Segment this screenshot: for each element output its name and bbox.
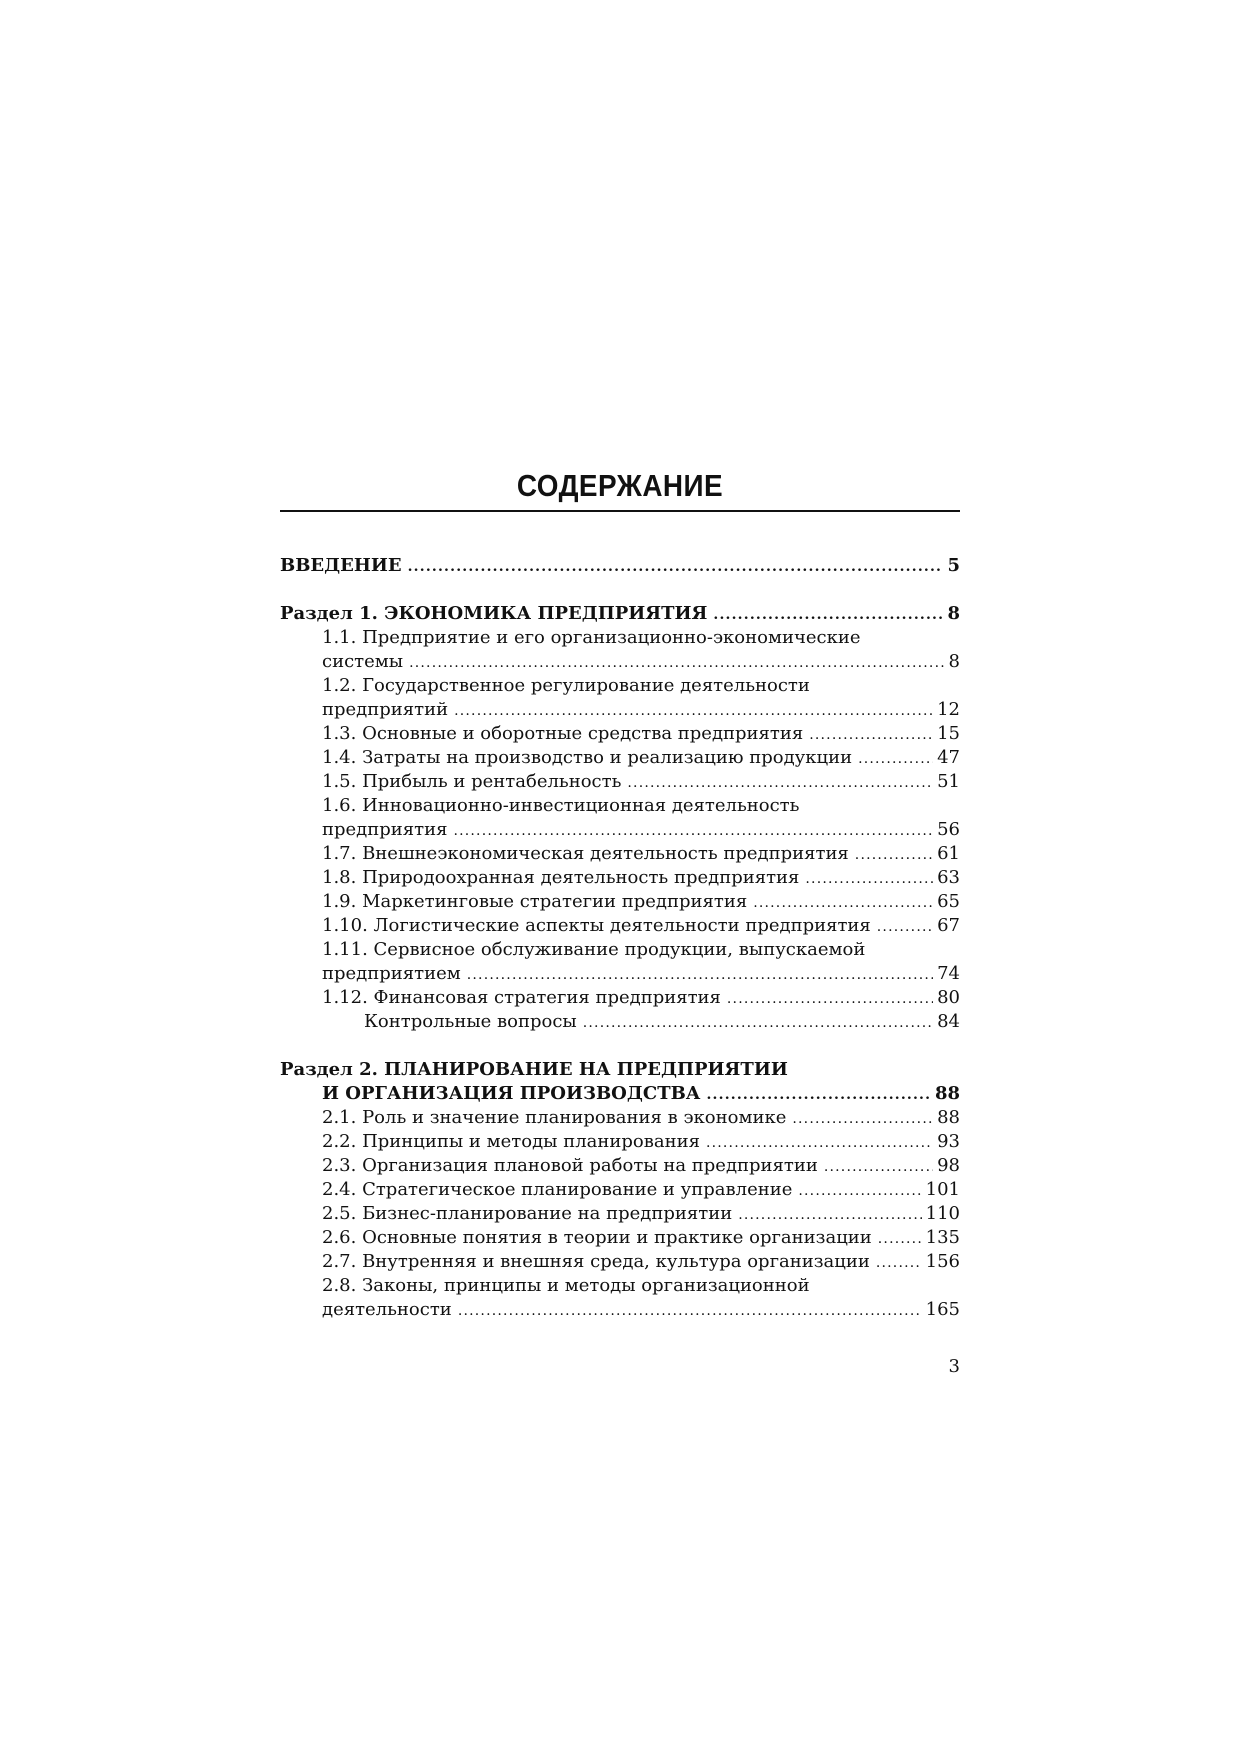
dot-leader	[824, 1155, 933, 1179]
dot-leader	[453, 819, 933, 843]
toc-entry-label: 1.2. Государственное регулирование деятельности	[322, 675, 810, 696]
toc-entry-page: 156	[925, 1251, 960, 1272]
toc-entry-1-4[interactable]	[280, 746, 960, 770]
toc-entry-label: 2.5. Бизнес-планирование на предприятии	[322, 1203, 733, 1224]
toc-entry-label: 2.8. Законы, принципы и методы организационной	[322, 1275, 810, 1296]
toc-entry-1-9[interactable]	[280, 890, 960, 914]
toc-entry-page: 110	[925, 1203, 960, 1224]
toc-entry-page: 80	[937, 987, 960, 1008]
toc-entry-1-8[interactable]	[280, 866, 960, 890]
toc-entry-page: 63	[937, 867, 960, 888]
toc-entry-1-7[interactable]	[280, 842, 960, 866]
toc-entry-label: 2.2. Принципы и методы планирования	[322, 1131, 700, 1152]
toc-entry-label: 1.8. Природоохранная деятельность предприятия	[322, 867, 800, 888]
toc-entry-2-6[interactable]	[280, 1226, 960, 1250]
toc-entry-1-11-cont[interactable]	[280, 962, 960, 986]
dot-leader	[792, 1107, 933, 1131]
dot-leader	[753, 891, 933, 915]
toc-entry-1-6-cont[interactable]	[280, 818, 960, 842]
toc-entry-1-6[interactable]	[280, 794, 960, 818]
dot-leader	[878, 1227, 922, 1251]
toc-entry-page: 67	[937, 915, 960, 936]
toc-entry-label: 2.6. Основные понятия в теории и практике организации	[322, 1227, 872, 1248]
toc-entry-page: 88	[934, 1083, 960, 1104]
dot-leader	[738, 1203, 921, 1227]
dot-leader	[858, 747, 933, 771]
toc-entry-1-11[interactable]	[280, 938, 960, 962]
dot-leader	[706, 1131, 933, 1155]
dot-leader	[727, 987, 933, 1011]
toc-entry-1-12[interactable]	[280, 986, 960, 1010]
toc-entry-label: системы	[322, 651, 404, 672]
toc-entry-2-1[interactable]	[280, 1106, 960, 1130]
toc-section-label: И ОРГАНИЗАЦИЯ ПРОИЗВОДСТВА	[322, 1083, 701, 1104]
table-of-contents	[280, 554, 960, 1322]
dot-leader	[855, 843, 933, 867]
toc-entry-page: 61	[937, 843, 960, 864]
toc-entry-page: 84	[937, 1011, 960, 1032]
toc-entry-2-7[interactable]	[280, 1250, 960, 1274]
toc-entry-label: 1.7. Внешнеэкономическая деятельность предприятия	[322, 843, 849, 864]
toc-entry-2-8-cont[interactable]	[280, 1298, 960, 1322]
toc-entry-1-1-cont[interactable]	[280, 650, 960, 674]
toc-entry-page: 5	[947, 555, 960, 576]
toc-entry-page: 101	[925, 1179, 960, 1200]
toc-entry-label: ВВЕДЕНИЕ	[280, 555, 402, 576]
toc-entry-control-questions[interactable]	[280, 1010, 960, 1034]
toc-entry-label: 2.3. Организация плановой работы на предприятии	[322, 1155, 818, 1176]
toc-entry-page: 8	[948, 651, 960, 672]
toc-entry-page: 98	[937, 1155, 960, 1176]
dot-leader	[713, 603, 943, 627]
toc-entry-page: 12	[937, 699, 960, 720]
toc-entry-page: 47	[937, 747, 960, 768]
toc-entry-1-3[interactable]	[280, 722, 960, 746]
toc-entry-label: Контрольные вопросы	[364, 1011, 577, 1032]
toc-entry-1-1[interactable]	[280, 626, 960, 650]
toc-section-2[interactable]	[280, 1058, 960, 1082]
title-rule	[280, 510, 960, 512]
toc-entry-page: 88	[937, 1107, 960, 1128]
dot-leader	[877, 915, 933, 939]
toc-entry-label: 2.7. Внутренняя и внешняя среда, культура организации	[322, 1251, 870, 1272]
page-number: 3	[948, 1356, 960, 1377]
toc-entry-label: 1.1. Предприятие и его организационно-экономические	[322, 627, 861, 648]
toc-entry-label: 2.4. Стратегическое планирование и управление	[322, 1179, 793, 1200]
toc-entry-page: 135	[925, 1227, 960, 1248]
toc-entry-page: 74	[937, 963, 960, 984]
dot-leader	[409, 651, 944, 675]
toc-section-label: Раздел 1. ЭКОНОМИКА ПРЕДПРИЯТИЯ	[280, 603, 708, 624]
toc-entry-page: 15	[937, 723, 960, 744]
toc-entry-2-3[interactable]	[280, 1154, 960, 1178]
toc-entry-page: 65	[937, 891, 960, 912]
toc-entry-1-10[interactable]	[280, 914, 960, 938]
toc-entry-label: 1.5. Прибыль и рентабельность	[322, 771, 622, 792]
toc-section-2-cont[interactable]	[280, 1082, 960, 1106]
toc-section-label: Раздел 2. ПЛАНИРОВАНИЕ НА ПРЕДПРИЯТИИ	[280, 1059, 788, 1080]
toc-entry-2-2[interactable]	[280, 1130, 960, 1154]
toc-section-1[interactable]	[280, 602, 960, 626]
toc-entry-label: 1.9. Маркетинговые стратегии предприятия	[322, 891, 748, 912]
dot-leader	[583, 1011, 933, 1035]
toc-entry-1-2[interactable]	[280, 674, 960, 698]
toc-entry-1-5[interactable]	[280, 770, 960, 794]
toc-entry-label: предприятия	[322, 819, 448, 840]
toc-entry-2-8[interactable]	[280, 1274, 960, 1298]
toc-entry-label: 2.1. Роль и значение планирования в экономике	[322, 1107, 787, 1128]
toc-entry-label: 1.12. Финансовая стратегия предприятия	[322, 987, 721, 1008]
toc-entry-2-4[interactable]	[280, 1178, 960, 1202]
toc-entry-page: 51	[937, 771, 960, 792]
dot-leader	[458, 1299, 922, 1323]
toc-entry-label: 1.6. Инновационно-инвестиционная деятельность	[322, 795, 800, 816]
toc-entry-introduction[interactable]	[280, 554, 960, 578]
dot-leader	[809, 723, 933, 747]
page-title: СОДЕРЖАНИЕ	[516, 468, 724, 503]
toc-entry-label: 1.11. Сервисное обслуживание продукции, выпускаемой	[322, 939, 866, 960]
dot-leader	[454, 699, 933, 723]
toc-entry-label: предприятий	[322, 699, 449, 720]
dot-leader	[798, 1179, 921, 1203]
dot-leader	[706, 1083, 930, 1107]
toc-entry-label: деятельности	[322, 1299, 452, 1320]
dot-leader	[467, 963, 933, 987]
dot-leader	[627, 771, 933, 795]
toc-entry-label: 1.4. Затраты на производство и реализацию продукции	[322, 747, 853, 768]
toc-entry-page: 56	[937, 819, 960, 840]
toc-entry-page: 165	[925, 1299, 960, 1320]
toc-entry-1-2-cont[interactable]	[280, 698, 960, 722]
toc-entry-label: предприятием	[322, 963, 461, 984]
dot-leader	[805, 867, 933, 891]
toc-entry-2-5[interactable]	[280, 1202, 960, 1226]
dot-leader	[408, 555, 944, 579]
toc-entry-label: 1.3. Основные и оборотные средства предприятия	[322, 723, 804, 744]
toc-entry-page: 8	[947, 603, 960, 624]
dot-leader	[876, 1251, 922, 1275]
toc-entry-label: 1.10. Логистические аспекты деятельности предприятия	[322, 915, 871, 936]
toc-entry-page: 93	[937, 1131, 960, 1152]
